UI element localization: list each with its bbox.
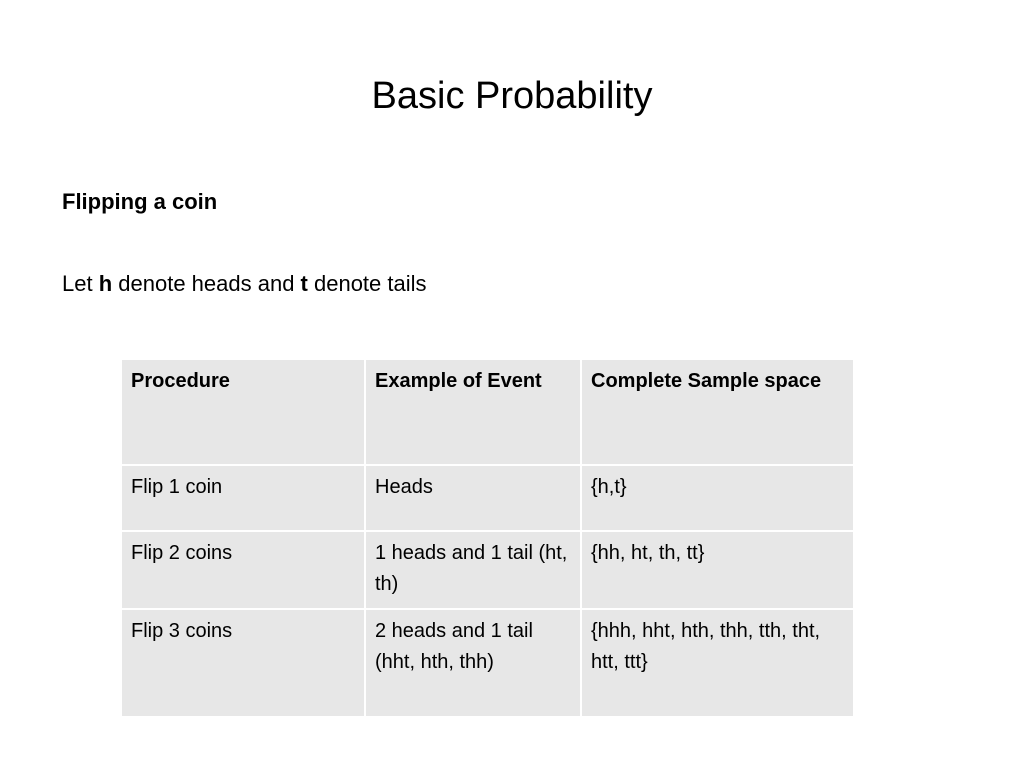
table-cell-procedure: Flip 1 coin (121, 465, 365, 531)
table-row (121, 465, 854, 531)
table-cell-procedure: Flip 3 coins (121, 609, 365, 717)
table-cell-event: Heads (365, 465, 581, 531)
intro-line (62, 269, 427, 299)
table-cell-event: 1 heads and 1 tail (ht, th) (365, 531, 581, 609)
table-cell-sample-space: {hhh, hht, hth, thh, tth, tht, htt, ttt} (581, 609, 854, 717)
sample-space-table (120, 358, 855, 718)
intro-text-3: denote tails (307, 271, 427, 296)
table-row (121, 609, 854, 717)
table-header-row (121, 359, 854, 465)
table-row (121, 531, 854, 609)
subheading: Flipping a coin (62, 189, 218, 214)
table-cell-event: 2 heads and 1 tail (hht, hth, thh) (365, 609, 581, 717)
table-cell-sample-space: {h,t} (581, 465, 854, 531)
intro-bold-t: t (300, 271, 308, 296)
table-cell-procedure: Flip 2 coins (121, 531, 365, 609)
slide-title: Basic Probability (371, 75, 653, 117)
table-cell-sample-space: {hh, ht, th, tt} (581, 531, 854, 609)
header-complete-sample-space: Complete Sample space (581, 359, 854, 465)
header-procedure: Procedure (121, 359, 365, 465)
intro-bold-h: h (98, 271, 113, 296)
header-example-of-event: Example of Event (365, 359, 581, 465)
intro-text-1: Let (62, 271, 99, 296)
intro-text-2: denote heads and (112, 271, 301, 296)
